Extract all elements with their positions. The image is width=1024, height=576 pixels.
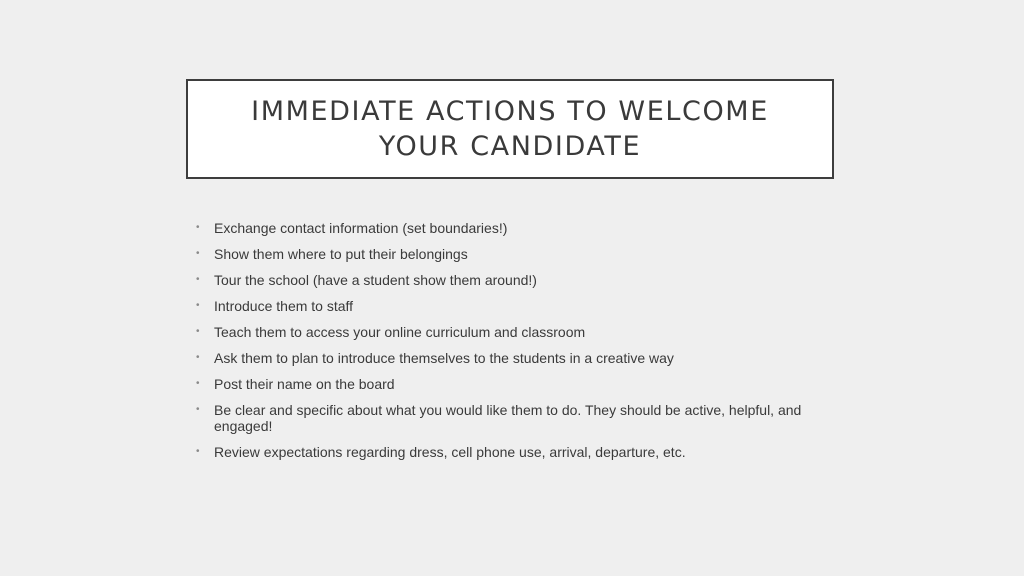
- bullet-icon: •: [196, 300, 200, 311]
- bullet-text: Exchange contact information (set boundaries!): [214, 220, 508, 236]
- bullet-icon: •: [196, 378, 200, 389]
- bullet-text: Ask them to plan to introduce themselves to the students in a creative way: [214, 350, 674, 366]
- bullet-item: [196, 402, 836, 434]
- bullet-text: Be clear and specific about what you would like them to do. They should be active, helpful, and engaged!: [214, 402, 802, 434]
- bullet-item: [196, 272, 836, 288]
- bullet-text: Review expectations regarding dress, cell phone use, arrival, departure, etc.: [214, 444, 686, 460]
- bullet-text: Post their name on the board: [214, 376, 395, 392]
- bullet-icon: •: [196, 446, 200, 457]
- bullet-icon: •: [196, 248, 200, 259]
- bullet-item: [196, 246, 836, 262]
- bullet-icon: •: [196, 222, 200, 233]
- bullet-item: [196, 324, 836, 340]
- bullet-text: Introduce them to staff: [214, 298, 354, 314]
- bullet-item: [196, 220, 836, 236]
- bullet-text: Tour the school (have a student show them around!): [214, 272, 537, 288]
- slide-title-line-2: YOUR CANDIDATE: [378, 131, 642, 162]
- bullet-icon: •: [196, 326, 200, 337]
- bullet-text: Show them where to put their belongings: [214, 246, 468, 262]
- slide-title-line-1: IMMEDIATE ACTIONS TO WELCOME: [251, 96, 769, 127]
- bullet-icon: •: [196, 404, 200, 415]
- bullet-item: [196, 350, 836, 366]
- bullet-item: [196, 376, 836, 392]
- title-box: [186, 79, 834, 179]
- bullet-icon: •: [196, 274, 200, 285]
- bullet-item: [196, 444, 836, 460]
- bullet-text: Teach them to access your online curriculum and classroom: [214, 324, 586, 340]
- bullet-item: [196, 298, 836, 314]
- bullet-list: [196, 220, 836, 470]
- bullet-icon: •: [196, 352, 200, 363]
